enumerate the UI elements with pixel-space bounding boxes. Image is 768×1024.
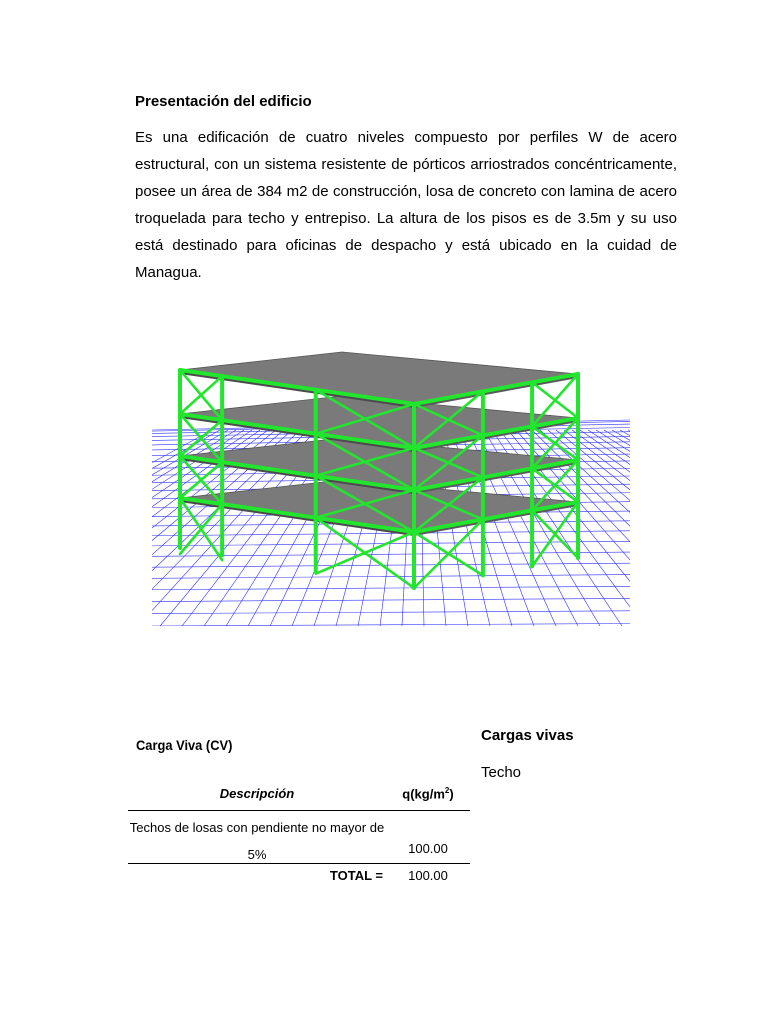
- building-3d-render: [152, 350, 630, 626]
- grid-line: [612, 430, 630, 626]
- total-label: TOTAL =: [329, 868, 383, 883]
- grid-line: [588, 430, 630, 626]
- header-q: $q(kg/m^2)$: [402, 786, 454, 802]
- grid-line: [572, 430, 630, 626]
- table-row: [128, 811, 470, 864]
- steel-member: [180, 420, 222, 456]
- paragraph-line: posee un área de 384 m2 de construcción, losa de concreto con lamina de acero: [135, 183, 677, 200]
- steel-member: [316, 532, 414, 574]
- grid-line: [620, 430, 630, 626]
- side-item: Techo: [481, 764, 522, 781]
- grid-line: [152, 575, 630, 579]
- grid-line: [152, 611, 630, 614]
- table-header: [128, 780, 470, 811]
- paragraph-line: estructural, con un sistema resistente de pórticos arriostrados concéntricamente,: [135, 156, 677, 173]
- grid-line: [628, 430, 630, 626]
- section-heading: Presentación del edificio: [135, 93, 312, 110]
- paragraph-line: Es una edificación de cuatro niveles compuesto por perfiles W de acero: [135, 129, 677, 146]
- grid-line: [152, 598, 630, 601]
- table-total-row: [128, 864, 470, 890]
- description-paragraph: [135, 124, 677, 286]
- paragraph-line: está destinado para oficinas de despacho y está ubicado en la cuidad de: [135, 237, 677, 254]
- side-title: Cargas vivas: [481, 727, 574, 744]
- grid-line: [152, 624, 630, 627]
- total-value: 100.00: [408, 868, 448, 883]
- row-description: Techos de losas con pendiente no mayor de 5%: [129, 820, 385, 862]
- grid-line: [152, 563, 630, 567]
- table-title: Carga Viva (CV): [136, 737, 233, 753]
- header-description: Descripción: [219, 786, 295, 801]
- live-load-table: [128, 780, 470, 890]
- row-value: 100.00: [408, 841, 448, 856]
- paragraph-line: Managua.: [135, 264, 202, 281]
- paragraph-line: troquelada para techo y entrepiso. La altura de los pisos es de 3.5m y su uso: [135, 210, 677, 227]
- steel-member: [180, 376, 222, 414]
